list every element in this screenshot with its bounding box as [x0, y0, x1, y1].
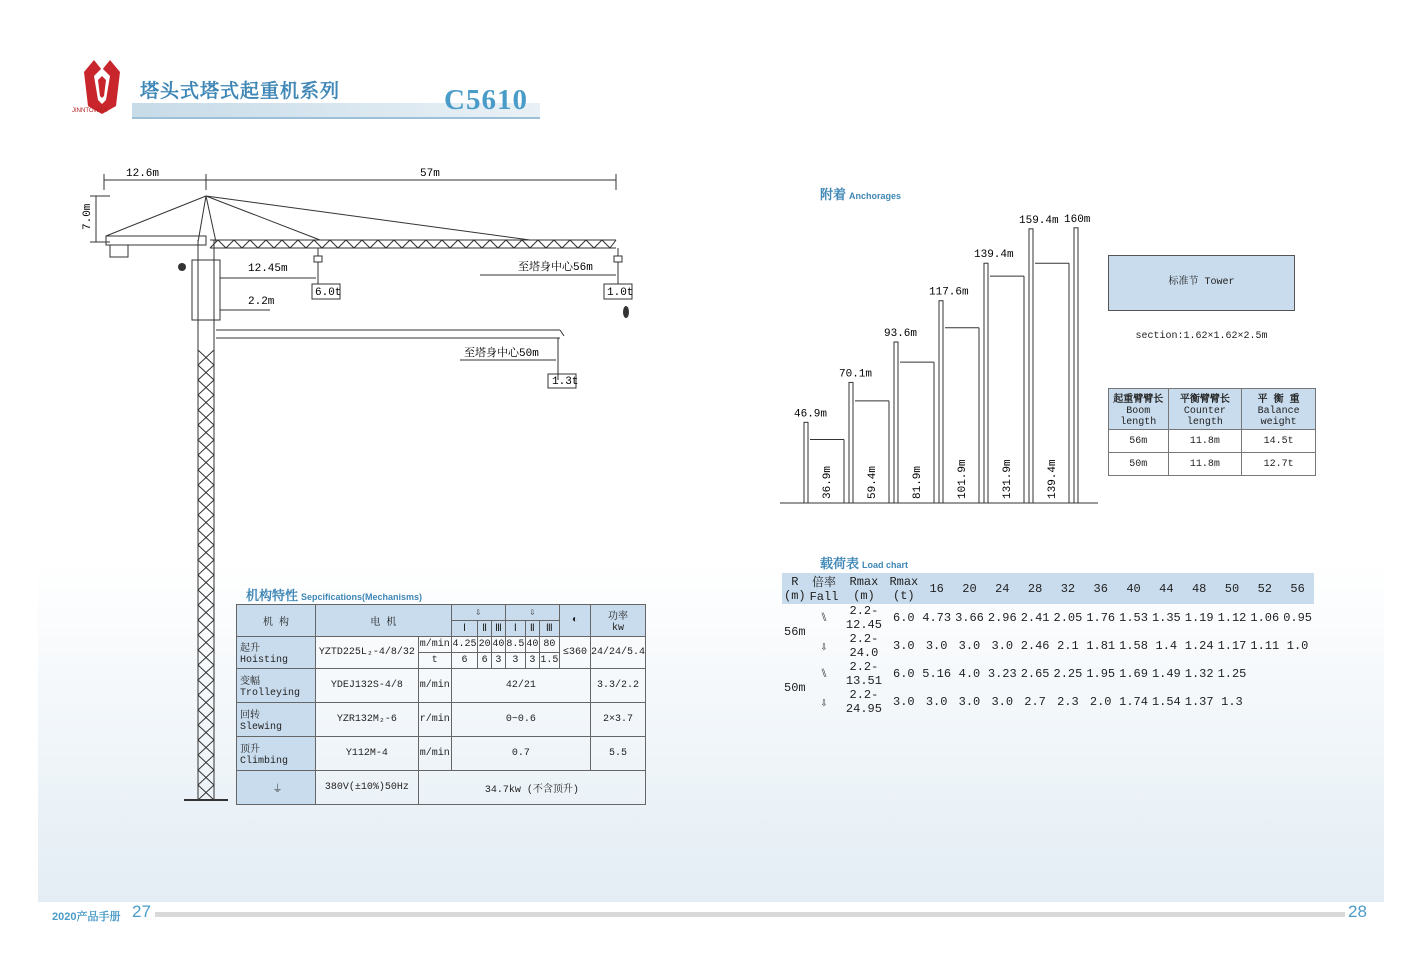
table-row: 回转 Slewing YZR132M₂-6 r/min 0~0.6 2×3.7	[237, 703, 646, 737]
radius-range: 2.2-13.51	[845, 660, 882, 688]
load-value: 3.66	[955, 611, 984, 625]
page-number-left: 27	[132, 902, 151, 921]
mast-bar	[984, 263, 988, 503]
load-value: 1.24	[1184, 639, 1214, 653]
radius-header: 20	[953, 573, 986, 604]
load-value: 5.16	[922, 667, 952, 681]
balance-header: 平衡臂臂长 Counter length	[1168, 389, 1242, 430]
load-value: 1.32	[1184, 667, 1214, 681]
load-value: 3.0	[925, 695, 948, 709]
mast-bar	[804, 422, 808, 503]
fall-icon: ⇩	[820, 639, 828, 654]
load-value: 1.17	[1217, 639, 1247, 653]
rmax-load: 6.0	[893, 611, 915, 625]
load-value: 3.0	[991, 695, 1014, 709]
table-row: t 6 6 3 3 3 1.5	[237, 653, 646, 669]
load-value: 1.4	[1155, 639, 1178, 653]
load-value: 2.96	[987, 611, 1017, 625]
load-value: 4.73	[922, 611, 952, 625]
balance-table	[1108, 388, 1316, 476]
dim-jib-length: 57m	[420, 168, 440, 180]
load-value: 1.06	[1250, 611, 1280, 625]
load-value: 0.95	[1283, 611, 1312, 625]
anchor-height-label: 81.9m	[912, 465, 924, 499]
load-value	[1281, 660, 1314, 688]
load-value: 2.46	[1020, 639, 1050, 653]
radius-range: 2.2-24.95	[845, 688, 882, 716]
anchorages-diagram	[780, 205, 1110, 510]
label-50m: 至塔身中心50m	[464, 348, 539, 360]
load-chart-title: 载荷表 Load chart	[820, 556, 909, 571]
load-value: 1.74	[1119, 695, 1148, 709]
load-value	[1248, 660, 1281, 688]
mast-bar	[1029, 229, 1033, 503]
load-value: 1.3	[1221, 695, 1243, 709]
mast-bar	[849, 382, 853, 503]
table-row: ⏚ 380V(±10%)50Hz 34.7kw (不含顶升)	[237, 771, 646, 805]
radius-header: 28	[1019, 573, 1052, 604]
mast-height-label: 117.6m	[929, 286, 969, 299]
anchor-height-label: 131.9m	[1002, 459, 1014, 499]
load-near: 6.0t	[315, 287, 342, 299]
load-value: 2.05	[1053, 611, 1083, 625]
dim-head-height: 7.0m	[82, 203, 94, 230]
load-value	[1248, 688, 1281, 716]
radius-range: 2.2-24.0	[849, 632, 879, 660]
boom-length: 56m	[784, 625, 806, 639]
table-row: 变幅 Trolleying YDEJ132S-4/8 m/min 42/21 3.3/2.2	[237, 669, 646, 703]
load-value: 3.0	[925, 639, 948, 653]
table-row	[782, 660, 1314, 688]
load-value: 1.81	[1086, 639, 1116, 653]
radius-header: 48	[1183, 573, 1216, 604]
load-value: 2.7	[1024, 695, 1046, 709]
power-plug-icon: ⏚	[237, 771, 316, 805]
radius-header: 50	[1216, 573, 1249, 604]
load-value: 3.0	[991, 639, 1014, 653]
table-row: 顶升 Climbing Y112M-4 m/min 0.7 5.5	[237, 737, 646, 771]
table-row	[782, 604, 1314, 632]
balance-header: 平 衡 重 Balance weight	[1242, 389, 1316, 430]
load-value: 2.65	[1020, 667, 1050, 681]
anchor-height-label: 101.9m	[957, 459, 969, 499]
climbing-icon	[623, 306, 629, 318]
boom-length: 50m	[784, 681, 806, 695]
mast-bar	[1074, 228, 1078, 503]
mast-height-label: 160m	[1064, 213, 1091, 226]
dim-22: 2.2m	[248, 296, 275, 308]
radius-header: 36	[1084, 573, 1117, 604]
radius-range: 2.2-12.45	[845, 604, 882, 632]
load-value: 1.19	[1184, 611, 1214, 625]
radius-header: 56	[1281, 573, 1314, 604]
table-row	[782, 632, 1314, 660]
page-number-right: 28	[1348, 902, 1367, 921]
load-chart-table: R (m) 倍率 Fall Rmax (m) Rmax (t) 16 20 24 28 32 36 40 44 48 50 52 56 56m ⑊ 2.2-12.45 6.0 4.73 3.66 2.96 2.41 2.05 1.76 1.53 1.35 1.19 1.12 1.06 0.95 ⇩ 2.2-24.0 3.0 3.0 3.0 3.0 2.46 2.1 1.81 1.58 1.4 1.24 1.17 1.11 1.0 50m ⑊ 2.2-13.51 6.0 5.16 4.0 3.23 2.65 2.25 1.95 1.69 1.49 1.32 1.25 ⇩ 2.2-24.95 3.0 3.0 3.0 3.0 2.7 2.3 2.0 1.74 1.54 1.37 1.3	[784, 574, 1312, 716]
specs-title: 机构特性 Sepcifications(Mechanisms)	[246, 588, 423, 603]
load-value: 3.0	[958, 695, 981, 709]
load-value: 1.49	[1151, 667, 1181, 681]
load-value: 1.54	[1151, 695, 1181, 709]
brand-name: JINNTOWER	[72, 108, 108, 114]
dim-1245: 12.45m	[248, 263, 288, 275]
table-row: 起升 Hoisting YZTD225L₂-4/8/32 m/min 4.25 20 40 8.5 40 80 ≤360 24/24/5.4	[237, 637, 646, 653]
table-row: 56m 11.8m 14.5t	[1109, 430, 1316, 453]
anchor-height-label: 36.9m	[822, 465, 834, 499]
load-value: 1.11	[1250, 639, 1280, 653]
series-title: 塔头式塔式起重机系列	[140, 81, 341, 102]
rmax-load: 3.0	[893, 695, 915, 709]
load-value: 4.0	[958, 667, 981, 681]
specs-table: 机 构 电 机 ⇩ ⇩ ◐ 功率 kw Ⅰ Ⅱ Ⅲ Ⅰ Ⅱ Ⅲ 起升 Hoisting YZTD225L₂-4/8/32 m/min 4.25 20 40 8.5 40 80 ≤360 24/24/5.4 t 6 6 3 3 3 1.5 变幅 Trolleying YDEJ132S-4/8 m/min 42/21 3.3/2.2 回转 Slewing YZR132M₂-6 r/min 0~0.6 2×3.7 顶升 Climbing Y112M-4 m/min 0.7 5.5 ⏚ 380V(±10%)50Hz 34.7kw (不含顶升)	[236, 604, 646, 805]
footer-rule	[155, 912, 1345, 917]
load-value: 2.41	[1020, 611, 1050, 625]
load-value: 1.69	[1119, 667, 1148, 681]
load-value: 1.0	[1286, 639, 1309, 653]
load-50m: 1.3t	[552, 376, 579, 388]
anchor-height-label: 59.4m	[867, 465, 879, 499]
model-number: C5610	[444, 84, 528, 116]
load-value: 1.37	[1184, 695, 1214, 709]
hoist-fall-icon: ⇩	[451, 605, 505, 621]
load-value: 1.53	[1119, 611, 1148, 625]
load-56m: 1.0t	[607, 287, 634, 299]
table-row: 50m 11.8m 12.7t	[1109, 453, 1316, 476]
load-value: 1.25	[1217, 667, 1247, 681]
mast-height-label: 93.6m	[884, 328, 918, 341]
load-value: 2.0	[1089, 695, 1112, 709]
radius-header: 32	[1052, 573, 1085, 604]
load-value: 2.1	[1057, 639, 1079, 653]
mast-height-label: 139.4m	[974, 249, 1014, 262]
anchor-height-label: 139.4m	[1047, 459, 1059, 499]
fall-icon: ⑊	[820, 667, 828, 681]
mast-height-label: 70.1m	[839, 368, 873, 381]
radius-header: 24	[986, 573, 1019, 604]
rmax-load: 3.0	[893, 639, 915, 653]
radius-header: 16	[920, 573, 953, 604]
fall-icon: ⇩	[820, 695, 828, 710]
mast-bar	[894, 342, 898, 503]
load-value: 1.95	[1086, 667, 1116, 681]
load-value: 1.12	[1217, 611, 1247, 625]
load-value: 3.0	[958, 639, 981, 653]
rope-drum-icon: ◐	[559, 605, 590, 637]
load-value: 1.76	[1086, 611, 1116, 625]
balance-header: 起重臂臂长 Boom length	[1109, 389, 1169, 430]
mast-height-label: 46.9m	[794, 408, 828, 421]
radius-header: 44	[1150, 573, 1183, 604]
label-56m: 至塔身中心56m	[518, 262, 593, 274]
mast-bar	[939, 301, 943, 503]
anchorages-title: 附着 Anchorages	[820, 187, 902, 202]
hoist-fall-icon-2: ⇩	[505, 605, 559, 621]
table-row	[782, 688, 1314, 716]
load-value: 1.58	[1119, 639, 1148, 653]
fall-icon: ⑊	[820, 611, 828, 625]
load-value	[1281, 688, 1314, 716]
rmax-load: 6.0	[893, 667, 915, 681]
catalog-label: 2020产品手册	[52, 911, 121, 923]
load-value: 3.23	[987, 667, 1017, 681]
mast-height-label: 159.4m	[1019, 214, 1059, 227]
tower-section-box: 标准节 Tower section:1.62×1.62×2.5m	[1108, 255, 1295, 311]
radius-header: 52	[1248, 573, 1281, 604]
slewing-icon	[178, 263, 186, 271]
load-value: 1.35	[1151, 611, 1181, 625]
dim-counter-jib: 12.6m	[126, 168, 160, 180]
radius-header: 40	[1117, 573, 1150, 604]
load-value: 2.3	[1057, 695, 1079, 709]
load-value: 2.25	[1053, 667, 1083, 681]
